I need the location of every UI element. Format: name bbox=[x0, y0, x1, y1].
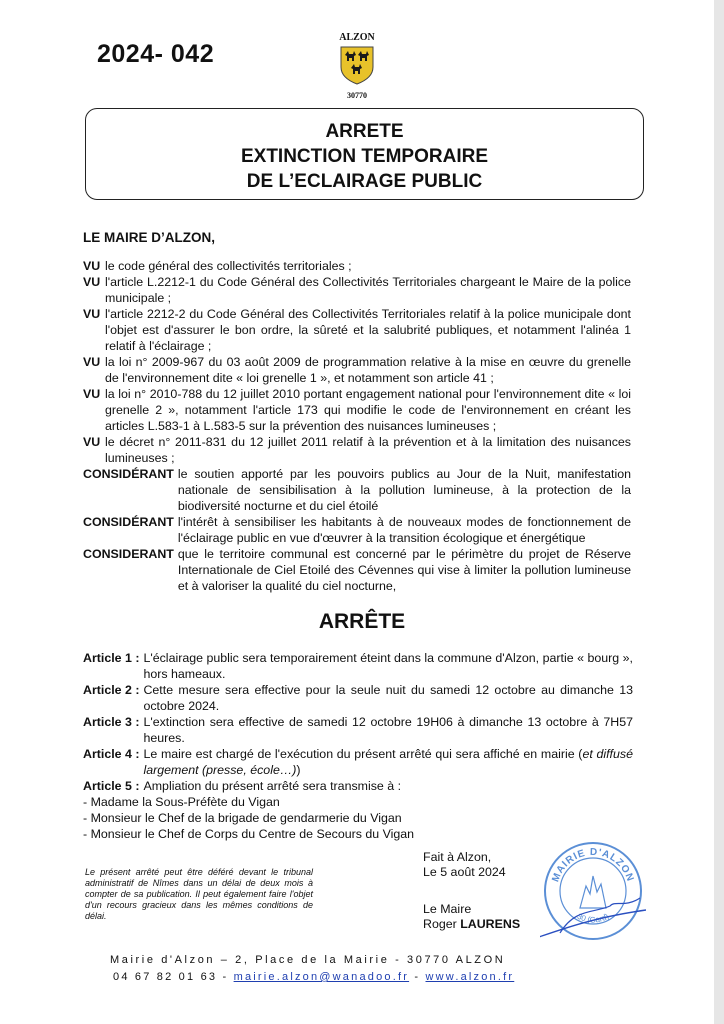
considerant-keyword: CONSIDÉRANT bbox=[83, 515, 174, 529]
articles-list bbox=[83, 650, 633, 842]
considerant-text: la loi n° 2009-967 du 03 août 2009 de programmation relative à la mise en œuvre du grenelle de l'environnement dite « loi grenelle 1 », et notamment son article 41 ; bbox=[105, 355, 631, 385]
signature-first-name: Roger bbox=[423, 917, 457, 931]
considerant-keyword: CONSIDERANT bbox=[83, 547, 174, 561]
article-label: Article 5 : bbox=[83, 779, 140, 793]
footer-email-link[interactable]: mairie.alzon@wanadoo.fr bbox=[233, 971, 410, 983]
considerant-keyword: VU bbox=[83, 307, 101, 321]
footer-contact bbox=[113, 971, 514, 983]
considerant-item bbox=[83, 514, 631, 546]
title-line-3: DE L’ECLAIRAGE PUBLIC bbox=[246, 171, 483, 192]
considerant-text: le soutien apporté par les pouvoirs publics au Jour de la Nuit, manifestation nationale de sensibilisation à la pollution lumineuse, à la protection de la biodiversité nocturne et du ciel étoilé bbox=[177, 467, 631, 513]
considerant-keyword: VU bbox=[83, 259, 101, 273]
article-text bbox=[143, 746, 633, 778]
article-item bbox=[83, 778, 633, 794]
considerant-text: que le territoire communal est concerné par le périmètre du projet de Réserve Internationale de Ciel Etoilé des Cévennes qui vise à limiter la pollution lumineuse et à valoriser la qualité du ciel nocturne, bbox=[177, 547, 631, 593]
article-label: Article 4 : bbox=[83, 747, 140, 761]
considerant-item bbox=[83, 274, 631, 306]
article-text: Ampliation du présent arrêté sera transmise à : bbox=[143, 779, 402, 793]
considerant-item bbox=[83, 466, 631, 514]
considerant-item bbox=[83, 354, 631, 386]
footer-website-link[interactable]: www.alzon.fr bbox=[425, 971, 515, 983]
title-line-1: ARRETE bbox=[325, 121, 404, 142]
svg-text:30 (Gard) bbox=[576, 912, 611, 925]
crest-zip: 30770 bbox=[347, 91, 367, 100]
considerant-text: le décret n° 2011-831 du 12 juillet 2011 relatif à la prévention et à la limitation des nuisances lumineuses ; bbox=[105, 435, 631, 465]
considerant-text: le code général des collectivités territoriales ; bbox=[105, 259, 352, 273]
article-item bbox=[83, 650, 633, 682]
considerant-text: la loi n° 2010-788 du 12 juillet 2010 portant engagement national pour l'environnement dite « loi grenelle 2 », notamment l'article 173 qui modifie le code de l'environnement en créant les articles L.583-1 à L.583-5 sur la prévention des nuisances lumineuses ; bbox=[105, 387, 631, 433]
decree-reference: 2024- 042 bbox=[97, 40, 215, 68]
footer-address: Mairie d'Alzon – 2, Place de la Mairie - 30770 ALZON bbox=[110, 954, 506, 966]
article-item bbox=[83, 746, 633, 778]
article-label: Article 3 : bbox=[83, 715, 140, 729]
considerant-keyword: VU bbox=[83, 387, 101, 401]
recipient-item: - Madame la Sous-Préfète du Vigan bbox=[83, 795, 280, 809]
considerant-keyword: VU bbox=[83, 355, 101, 369]
article-label: Article 2 : bbox=[83, 683, 140, 697]
article-item bbox=[83, 714, 633, 746]
title-line-2: EXTINCTION TEMPORAIRE bbox=[240, 146, 488, 167]
signature-date: Le 5 août 2024 bbox=[423, 865, 506, 879]
considerant-item bbox=[83, 434, 631, 466]
legal-notice: Le présent arrêté peut être déféré devant le tribunal administratif de Nîmes dans un délai de deux mois à compter de sa publication. Il peut également faire l'objet d'un recours gracieux dans les mêmes conditions de délai. bbox=[85, 867, 313, 921]
scan-edge bbox=[714, 0, 724, 1024]
considerant-item bbox=[83, 306, 631, 354]
crest-town-name: ALZON bbox=[339, 32, 375, 43]
considerant-keyword: VU bbox=[83, 435, 101, 449]
stamp-top-text: MAIRIE D'ALZON bbox=[550, 846, 636, 884]
considerant-item bbox=[83, 386, 631, 434]
article-text-after: ) bbox=[296, 763, 301, 777]
footer-separator: - bbox=[414, 971, 421, 983]
stamp-bottom-text: 30 (Gard) bbox=[575, 911, 611, 925]
signature-last-name: LAURENS bbox=[460, 917, 521, 931]
considerant-item bbox=[83, 258, 631, 274]
considerant-text: l'article 2212-2 du Code Général des Collectivités Territoriales relatif à la police municipale dont l'objet est d'assurer le bon ordre, la sûreté et la salubrité publiques, et notamment l'alinéa 1 relatif à l'éclairage ; bbox=[105, 307, 631, 353]
considerant-text: l'article L.2212-1 du Code Général des Collectivités Territoriales chargeant le Maire de la police municipale ; bbox=[105, 275, 631, 305]
recipient-item: - Monsieur le Chef de la brigade de gendarmerie du Vigan bbox=[83, 811, 402, 825]
town-crest bbox=[328, 32, 386, 100]
arrete-heading: ARRÊTE bbox=[318, 610, 406, 633]
title-box bbox=[85, 108, 644, 200]
article-item bbox=[83, 682, 633, 714]
article-text-italic: et diffusé largement (presse, école…) bbox=[143, 747, 633, 777]
article-text-main: Le maire est chargé de l'exécution du présent arrêté qui sera affiché en mairie ( bbox=[143, 747, 583, 761]
signature-role: Le Maire bbox=[423, 902, 472, 916]
mayor-stamp-icon bbox=[540, 838, 646, 944]
signature-name bbox=[423, 917, 520, 932]
signature-place: Fait à Alzon, bbox=[423, 850, 492, 864]
footer-phone: 04 67 82 01 63 - bbox=[113, 971, 229, 983]
considerants-list bbox=[83, 258, 631, 594]
considerant-text: l'intérêt à sensibiliser les habitants à de nouveaux modes de fonctionnement de l'éclairage public en vue d'œuvrer à la transition écologique et énergétique bbox=[177, 515, 631, 545]
article-label: Article 1 : bbox=[83, 651, 140, 665]
coat-of-arms-icon bbox=[339, 45, 375, 85]
article-text: Cette mesure sera effective pour la seule nuit du samedi 12 octobre au dimanche 13 octobre 2024. bbox=[143, 683, 633, 713]
article-text: L'éclairage public sera temporairement éteint dans la commune d'Alzon, partie « bourg », hors hameaux. bbox=[143, 651, 633, 681]
considerant-keyword: VU bbox=[83, 275, 101, 289]
mayor-heading: LE MAIRE D’ALZON, bbox=[83, 230, 215, 245]
considerant-item bbox=[83, 546, 631, 594]
recipient-item: - Monsieur le Chef de Corps du Centre de Secours du Vigan bbox=[83, 827, 415, 841]
signature-block bbox=[423, 850, 520, 932]
considerant-keyword: CONSIDÉRANT bbox=[83, 467, 174, 481]
article-text: L'extinction sera effective de samedi 12 octobre 19H06 à dimanche 13 octobre à 7H57 heures. bbox=[143, 715, 633, 745]
